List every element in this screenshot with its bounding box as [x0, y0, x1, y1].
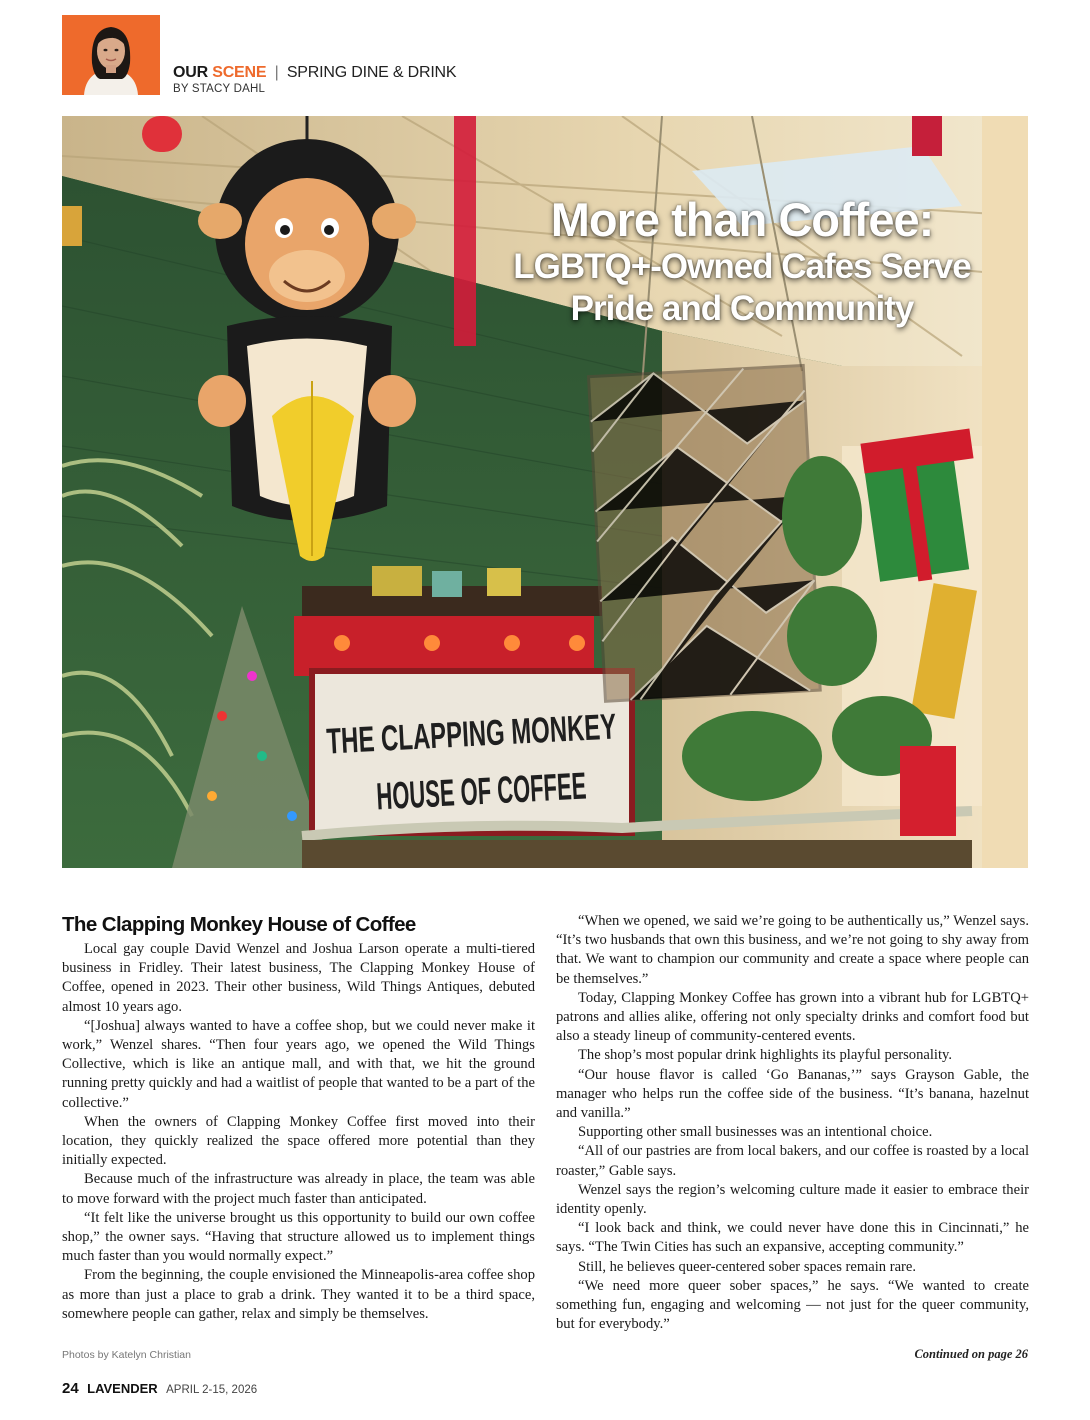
- author-portrait-image: [62, 15, 160, 95]
- issue-date: APRIL 2-15, 2026: [166, 1384, 258, 1396]
- section-scene: SCENE: [212, 64, 267, 81]
- section-our: OUR: [173, 64, 208, 81]
- folio: [62, 1380, 257, 1398]
- paragraph: “We need more queer sober spaces,” he says. “We wanted to create something fun, engaging and welcoming — not just for the queer community, but for everybody.”: [556, 1277, 1029, 1333]
- headline-line-2: LGBTQ+-Owned Cafes Serve: [513, 247, 971, 286]
- paragraph: The shop’s most popular drink highlights its playful personality.: [578, 1047, 952, 1064]
- paragraph: “It felt like the universe brought us this opportunity to build our own coffee shop,” the owner says. “Having that structure allowed us to implement things much faster than you would normally expect.”: [62, 1209, 535, 1265]
- section-separator: |: [274, 64, 279, 81]
- continued-link[interactable]: Continued on page 26: [914, 1347, 1028, 1361]
- paragraph: “[Joshua] always wanted to have a coffee shop, but we could never make it work,” Wenzel shares. “Then four years ago, we opened the Wild Things Collective, which is like an antique mall, and with that, we hit the ground running pretty quickly and had a waitlist of people that wanted to be a part of the collective.”: [62, 1017, 535, 1111]
- article-column-left: [62, 912, 535, 1324]
- marquee-sign-line2: HOUSE OF COFFEE: [375, 757, 741, 819]
- page-number: 24: [62, 1380, 79, 1397]
- paragraph: Because much of the infrastructure was already in place, the team was able to move forward with the project much faster than anticipated.: [62, 1171, 535, 1207]
- magazine-name: LAVENDER: [87, 1381, 158, 1396]
- paragraph: When the owners of Clapping Monkey Coffee first moved into their location, they quickly realized the space offered more potential than they initially expected.: [62, 1113, 535, 1169]
- headline-line-1: More than Coffee:: [550, 193, 934, 246]
- paragraph: Local gay couple David Wenzel and Joshua Larson operate a multi-tiered business in Fridley. Their latest business, The Clapping Monkey House of Coffee, opened in 2023. Their other business, Wild Things Antiques, debuted almost 10 years ago.: [62, 941, 535, 1015]
- paragraph: From the beginning, the couple envisioned the Minneapolis-area coffee shop as more than just a place to grab a drink. They wanted it to be a third space, somewhere people can gather, relax and simply be themselves.: [62, 1267, 535, 1322]
- paragraph: “When we opened, we said we’re going to be authentically us,” Wenzel says. “It’s two husbands that own this business, and we’re not going to shy away from that. We want to champion our community and create a space where people can be themselves.”: [556, 913, 1029, 987]
- paragraph: Wenzel says the region’s welcoming culture made it easier to embrace their identity openly.: [556, 1181, 1029, 1218]
- marquee-sign-line1: THE CLAPPING MONKEY: [325, 697, 764, 762]
- headline: [462, 194, 1022, 330]
- paragraph: Still, he believes queer-centered sober spaces remain rare.: [578, 1258, 917, 1275]
- headline-line-3: Pride and Community: [570, 289, 914, 328]
- paragraph: “I look back and think, we could never have done this in Cincinnati,” he says. “The Twin Cities has such an expansive, accepting community.”: [556, 1220, 1029, 1256]
- paragraph: “Our house flavor is called ‘Go Bananas,’” says Grayson Gable, the manager who helps run the coffee side of the business. “It’s banana, hazelnut and vanilla.”: [556, 1066, 1029, 1122]
- article-heading: The Clapping Monkey House of Coffee: [62, 913, 416, 936]
- article-column-right: [556, 912, 1029, 1334]
- author-photo: [62, 15, 160, 95]
- paragraph: Supporting other small businesses was an intentional choice.: [578, 1124, 933, 1141]
- paragraph: “All of our pastries are from local bakers, and our coffee is roasted by a local roaster,” Gable says.: [556, 1143, 1029, 1179]
- photo-credit: Photos by Katelyn Christian: [62, 1349, 191, 1361]
- paragraph: Today, Clapping Monkey Coffee has grown into a vibrant hub for LGBTQ+ patrons and allies alike, offering not only specialty drinks and comfort food but also a steady lineup of community-centered events.: [556, 989, 1029, 1045]
- byline: BY STACY DAHL: [173, 83, 266, 95]
- hero-photo: [62, 116, 1028, 868]
- section-label: [173, 64, 456, 82]
- section-topic: SPRING DINE & DRINK: [286, 64, 457, 81]
